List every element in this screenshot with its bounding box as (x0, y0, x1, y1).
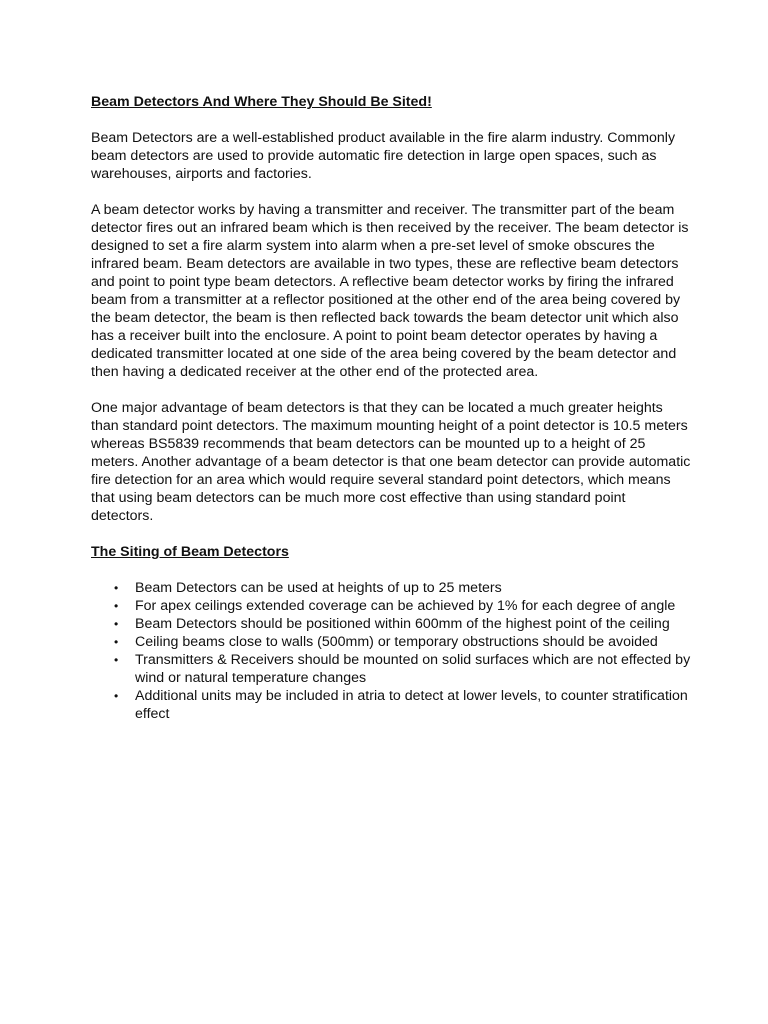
list-item-text: Additional units may be included in atria to detect at lower levels, to counter stratification effect (135, 688, 688, 722)
spacer (91, 183, 691, 201)
list-item (91, 615, 691, 633)
list-item-text: Beam Detectors can be used at heights of up to 25 meters (135, 580, 502, 596)
spacer (91, 561, 691, 579)
list-item-text: Ceiling beams close to walls (500mm) or temporary obstructions should be avoided (135, 634, 658, 650)
list-item (91, 633, 691, 651)
section-heading: The Siting of Beam Detectors (91, 544, 289, 560)
paragraph-how-it-works: A beam detector works by having a transmitter and receiver. The transmitter part of the beam detector fires out an infrared beam which is then received by the receiver. The beam detector is designed to set a fire alarm system into alarm when a pre-set level of smoke obscures the infrared beam. Beam detectors are available in two types, these are reflective beam detectors and point to point type beam detectors. A reflective beam detector works by firing the infrared beam from a transmitter at a reflector positioned at the other end of the area being covered by the beam detector, the beam is then reflected back towards the beam detector unit which also has a receiver built into the enclosure. A point to point beam detector operates by having a dedicated transmitter located at one side of the area being covered by the beam detector and then having a dedicated receiver at the other end of the protected area. (91, 202, 689, 380)
siting-bullet-list (91, 579, 691, 723)
bullet-icon: • (114, 635, 119, 649)
list-item (91, 579, 691, 597)
list-item (91, 651, 691, 687)
list-item-text: Beam Detectors should be positioned within 600mm of the highest point of the ceiling (135, 616, 670, 632)
bullet-icon: • (114, 689, 119, 703)
list-item-text: For apex ceilings extended coverage can be achieved by 1% for each degree of angle (135, 598, 676, 614)
spacer (91, 381, 691, 399)
paragraph-advantages: One major advantage of beam detectors is that they can be located a much greater heights than standard point detectors. The maximum mounting height of a point detector is 10.5 meters whereas BS5839 recommends that beam detectors can be mounted up to a height of 25 meters. Another advantage of a beam detector is that one beam detector can provide automatic fire detection for an area which would require several standard point detectors, which means that using beam detectors can be much more cost effective than using standard point detectors. (91, 400, 691, 524)
document-body (91, 93, 691, 723)
bullet-icon: • (114, 599, 119, 613)
list-item (91, 597, 691, 615)
list-item (91, 687, 691, 723)
bullet-icon: • (114, 617, 119, 631)
document-title: Beam Detectors And Where They Should Be Sited! (91, 94, 432, 110)
spacer (91, 111, 691, 129)
list-item-text: Transmitters & Receivers should be mounted on solid surfaces which are not effected by wind or natural temperature changes (135, 652, 691, 686)
spacer (91, 525, 691, 543)
bullet-icon: • (114, 581, 119, 595)
paragraph-intro: Beam Detectors are a well-established product available in the fire alarm industry. Commonly beam detectors are used to provide automatic fire detection in large open spaces, such as warehouses, airports and factories. (91, 130, 676, 182)
bullet-icon: • (114, 653, 119, 667)
